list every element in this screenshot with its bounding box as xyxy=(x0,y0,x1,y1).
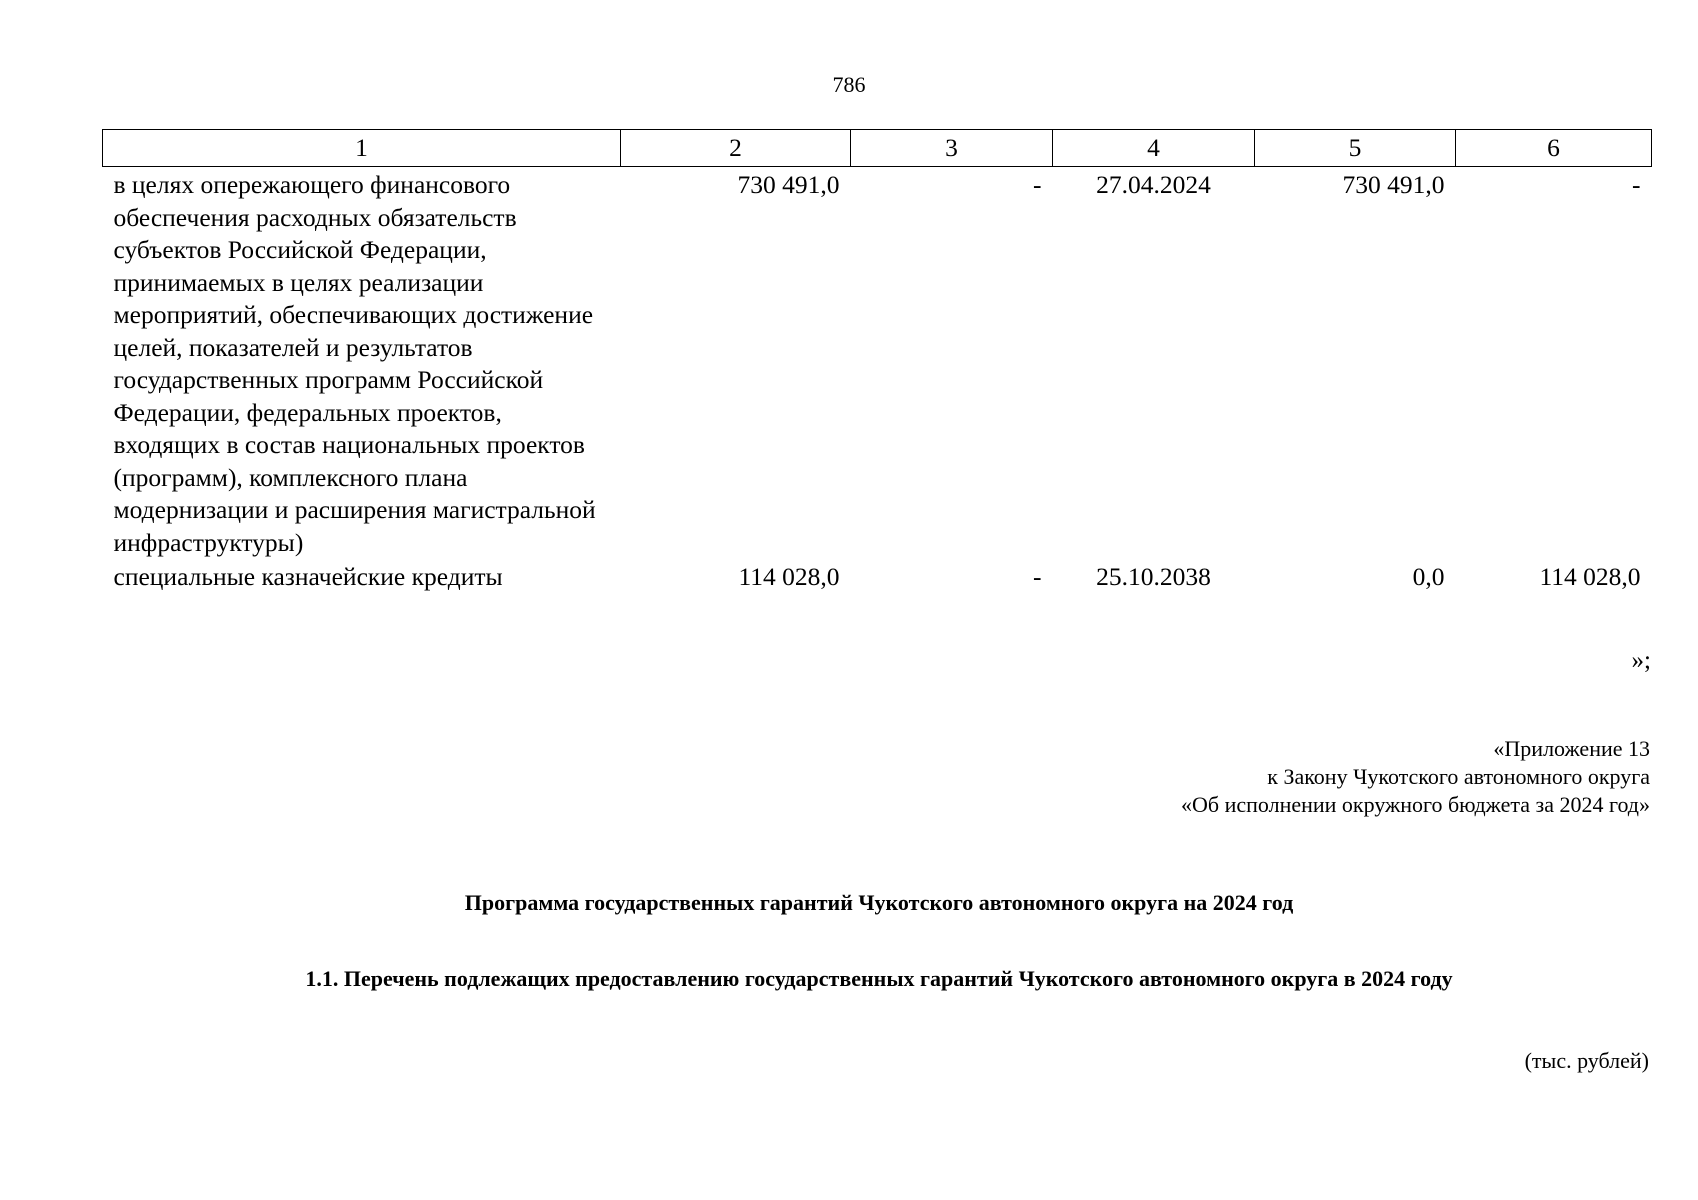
column-header-4: 4 xyxy=(1053,130,1255,167)
row-name: в целях опережающего финансового обеспечения расходных обязательств субъектов Российской Федерации, принимаемых в целях реализации мероприятий, обеспечивающих достижение целей, показателей и результатов государственных программ Российской Федерации, федеральных проектов, входящих в состав национальных проектов (программ), комплексного плана модернизации и расширения магистральной инфраструктуры) xyxy=(113,170,596,557)
row-name: специальные казначейские кредиты xyxy=(113,562,503,591)
row-amount: 114 028,0 xyxy=(738,562,840,591)
row-col6: 114 028,0 xyxy=(1539,562,1641,591)
column-header-3: 3 xyxy=(851,130,1053,167)
document-title: Программа государственных гарантий Чукотского автономного округа на 2024 год xyxy=(464,890,1294,915)
row-date: 27.04.2024 xyxy=(1096,170,1211,199)
column-header-1: 1 xyxy=(103,130,621,167)
row-col5: 730 491,0 xyxy=(1342,170,1445,199)
row-date: 25.10.2038 xyxy=(1096,562,1211,591)
appendix-line-3: «Об исполнении окружного бюджета за 2024 год» xyxy=(1180,792,1650,817)
appendix-line-1: «Приложение 13 xyxy=(1493,736,1650,761)
appendix-heading xyxy=(1181,735,1650,819)
closing-quote-mark: »; xyxy=(1631,647,1651,674)
row-col3: - xyxy=(1033,562,1042,591)
page-number: 786 xyxy=(832,72,866,97)
row-amount: 730 491,0 xyxy=(737,170,840,199)
table-header-row xyxy=(103,130,1652,167)
column-header-6: 6 xyxy=(1456,130,1652,167)
row-col3: - xyxy=(1033,170,1042,199)
appendix-line-2: к Закону Чукотского автономного округа xyxy=(1267,764,1650,789)
table-row xyxy=(103,167,1652,560)
column-header-2: 2 xyxy=(621,130,851,167)
section-subtitle: 1.1. Перечень подлежащих предоставлению государственных гарантий Чукотского автономного округа в 2024 году xyxy=(305,966,1453,991)
units-note: (тыс. рублей) xyxy=(1524,1048,1649,1073)
borrowing-table xyxy=(102,129,1652,594)
row-col6: - xyxy=(1632,170,1641,199)
table-row xyxy=(103,559,1652,594)
row-col5: 0,0 xyxy=(1412,562,1445,591)
column-header-5: 5 xyxy=(1255,130,1456,167)
